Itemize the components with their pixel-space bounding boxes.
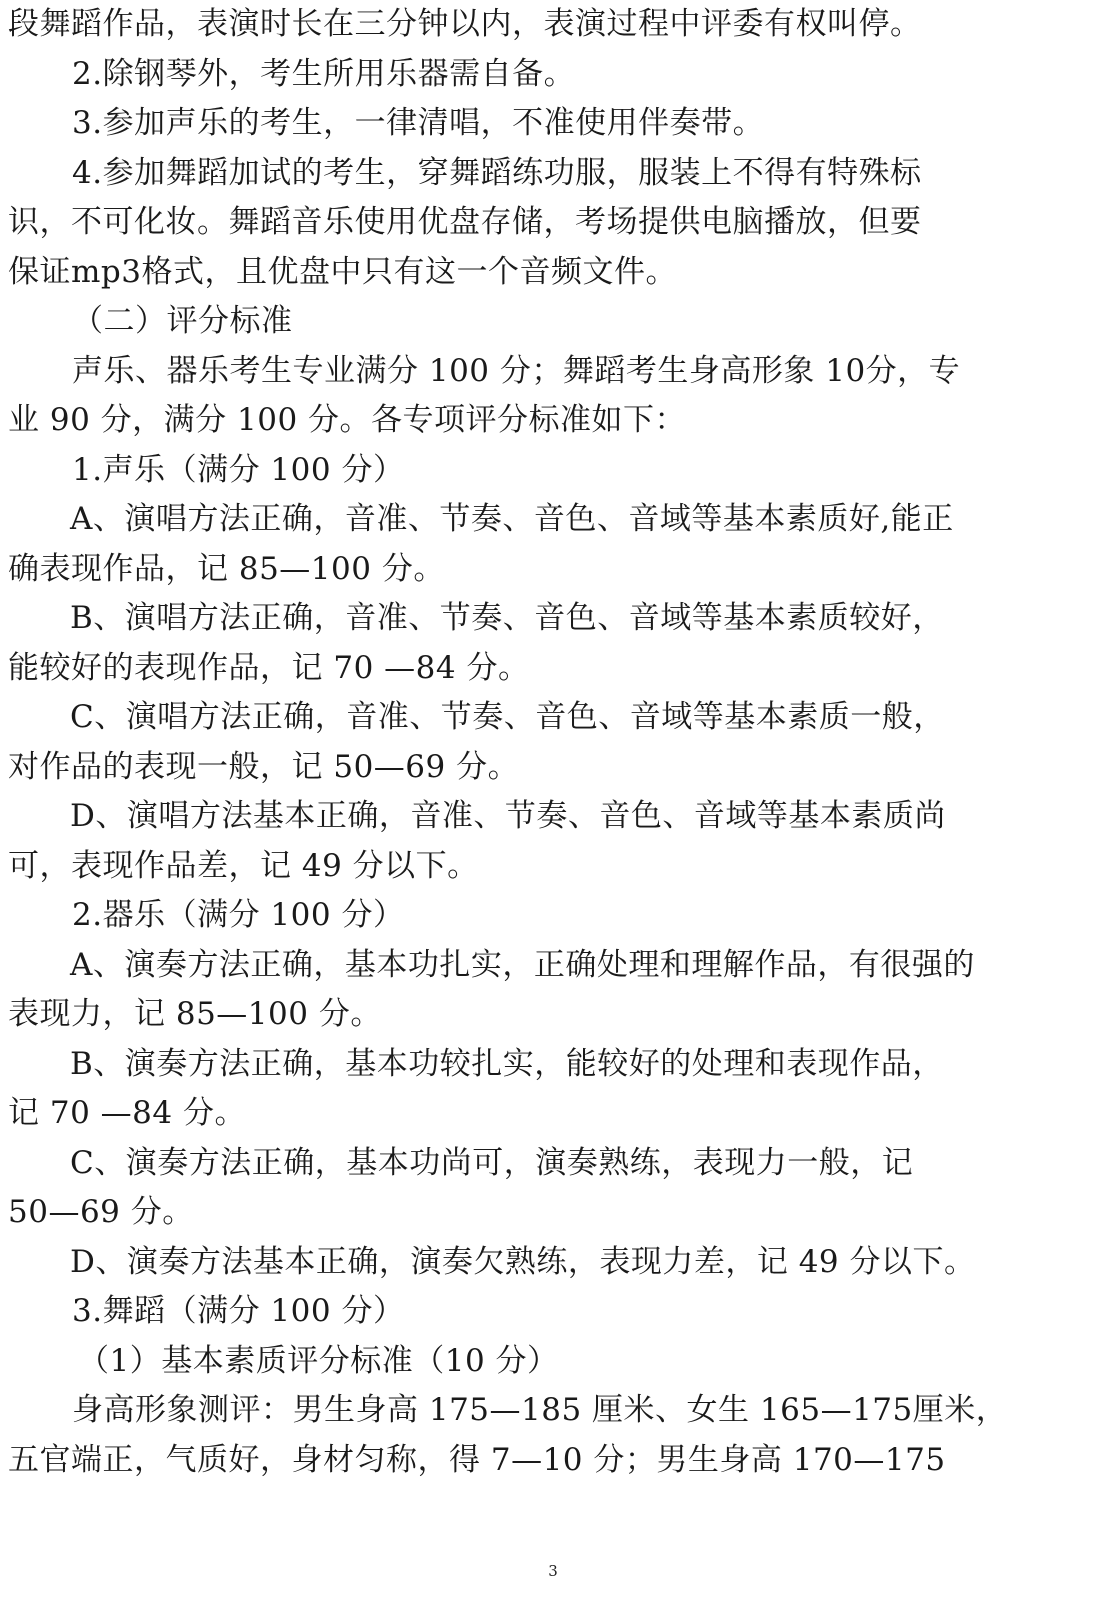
text-line: 识，不可化妆。舞蹈音乐使用优盘存储，考场提供电脑播放，但要	[8, 204, 922, 240]
text-line: A、演奏方法正确，基本功扎实，正确处理和理解作品，有很强的	[70, 946, 975, 983]
text-line: 记 70 —84 分。	[8, 1095, 246, 1131]
text-line: D、演奏方法基本正确，演奏欠熟练，表现力差，记 49 分以下。	[70, 1243, 976, 1280]
page-number: 3	[548, 1562, 558, 1580]
text-line: C、演奏方法正确，基本功尚可，演奏熟练，表现力一般，记	[70, 1144, 914, 1181]
text-line: 50—69 分。	[8, 1194, 194, 1230]
text-line: 身高形象测评：男生身高 175—185 厘米、女生 165—175厘米，	[72, 1392, 1008, 1428]
text-line: 业 90 分，满分 100 分。各专项评分标准如下：	[8, 402, 687, 438]
subsection-heading: 2.器乐（满分 100 分）	[72, 897, 405, 933]
text-line: 2.除钢琴外，考生所用乐器需自备。	[72, 55, 576, 92]
text-line: 能较好的表现作品，记 70 —84 分。	[8, 649, 530, 686]
text-line: 3.参加声乐的考生，一律清唱，不准使用伴奏带。	[72, 105, 765, 141]
subsection-heading: （1）基本素质评分标准（10 分）	[78, 1342, 559, 1379]
text-line: 确表现作品，记 85—100 分。	[8, 550, 445, 587]
text-line: A、演唱方法正确，音准、节奏、音色、音域等基本素质好,能正	[70, 501, 954, 537]
text-line: 对作品的表现一般，记 50—69 分。	[8, 748, 520, 785]
text-line: 五官端正，气质好，身材匀称，得 7—10 分；男生身高 170—175	[8, 1441, 946, 1478]
text-line: D、演唱方法基本正确，音准、节奏、音色、音域等基本素质尚	[70, 798, 946, 834]
text-line: 声乐、器乐考生专业满分 100 分；舞蹈考生身高形象 10分，专	[72, 352, 961, 389]
text-line: 段舞蹈作品，表演时长在三分钟以内，表演过程中评委有权叫停。	[8, 6, 922, 42]
subsection-heading: 3.舞蹈（满分 100 分）	[72, 1293, 405, 1329]
text-line: 表现力，记 85—100 分。	[8, 996, 382, 1032]
text-line: C、演唱方法正确，音准、节奏、音色、音域等基本素质一般，	[70, 699, 945, 735]
text-line: 保证mp3格式，且优盘中只有这一个音频文件。	[8, 253, 677, 290]
document-body	[8, 0, 1098, 1485]
text-line: 可，表现作品差，记 49 分以下。	[8, 847, 479, 884]
text-line: 4.参加舞蹈加试的考生，穿舞蹈练功服，服装上不得有特殊标	[72, 154, 922, 191]
subsection-heading: 1.声乐（满分 100 分）	[72, 451, 405, 488]
section-heading: （二）评分标准	[72, 303, 293, 339]
text-line: B、演奏方法正确，基本功较扎实，能较好的处理和表现作品，	[70, 1045, 944, 1082]
text-line: B、演唱方法正确，音准、节奏、音色、音域等基本素质较好，	[70, 600, 944, 636]
